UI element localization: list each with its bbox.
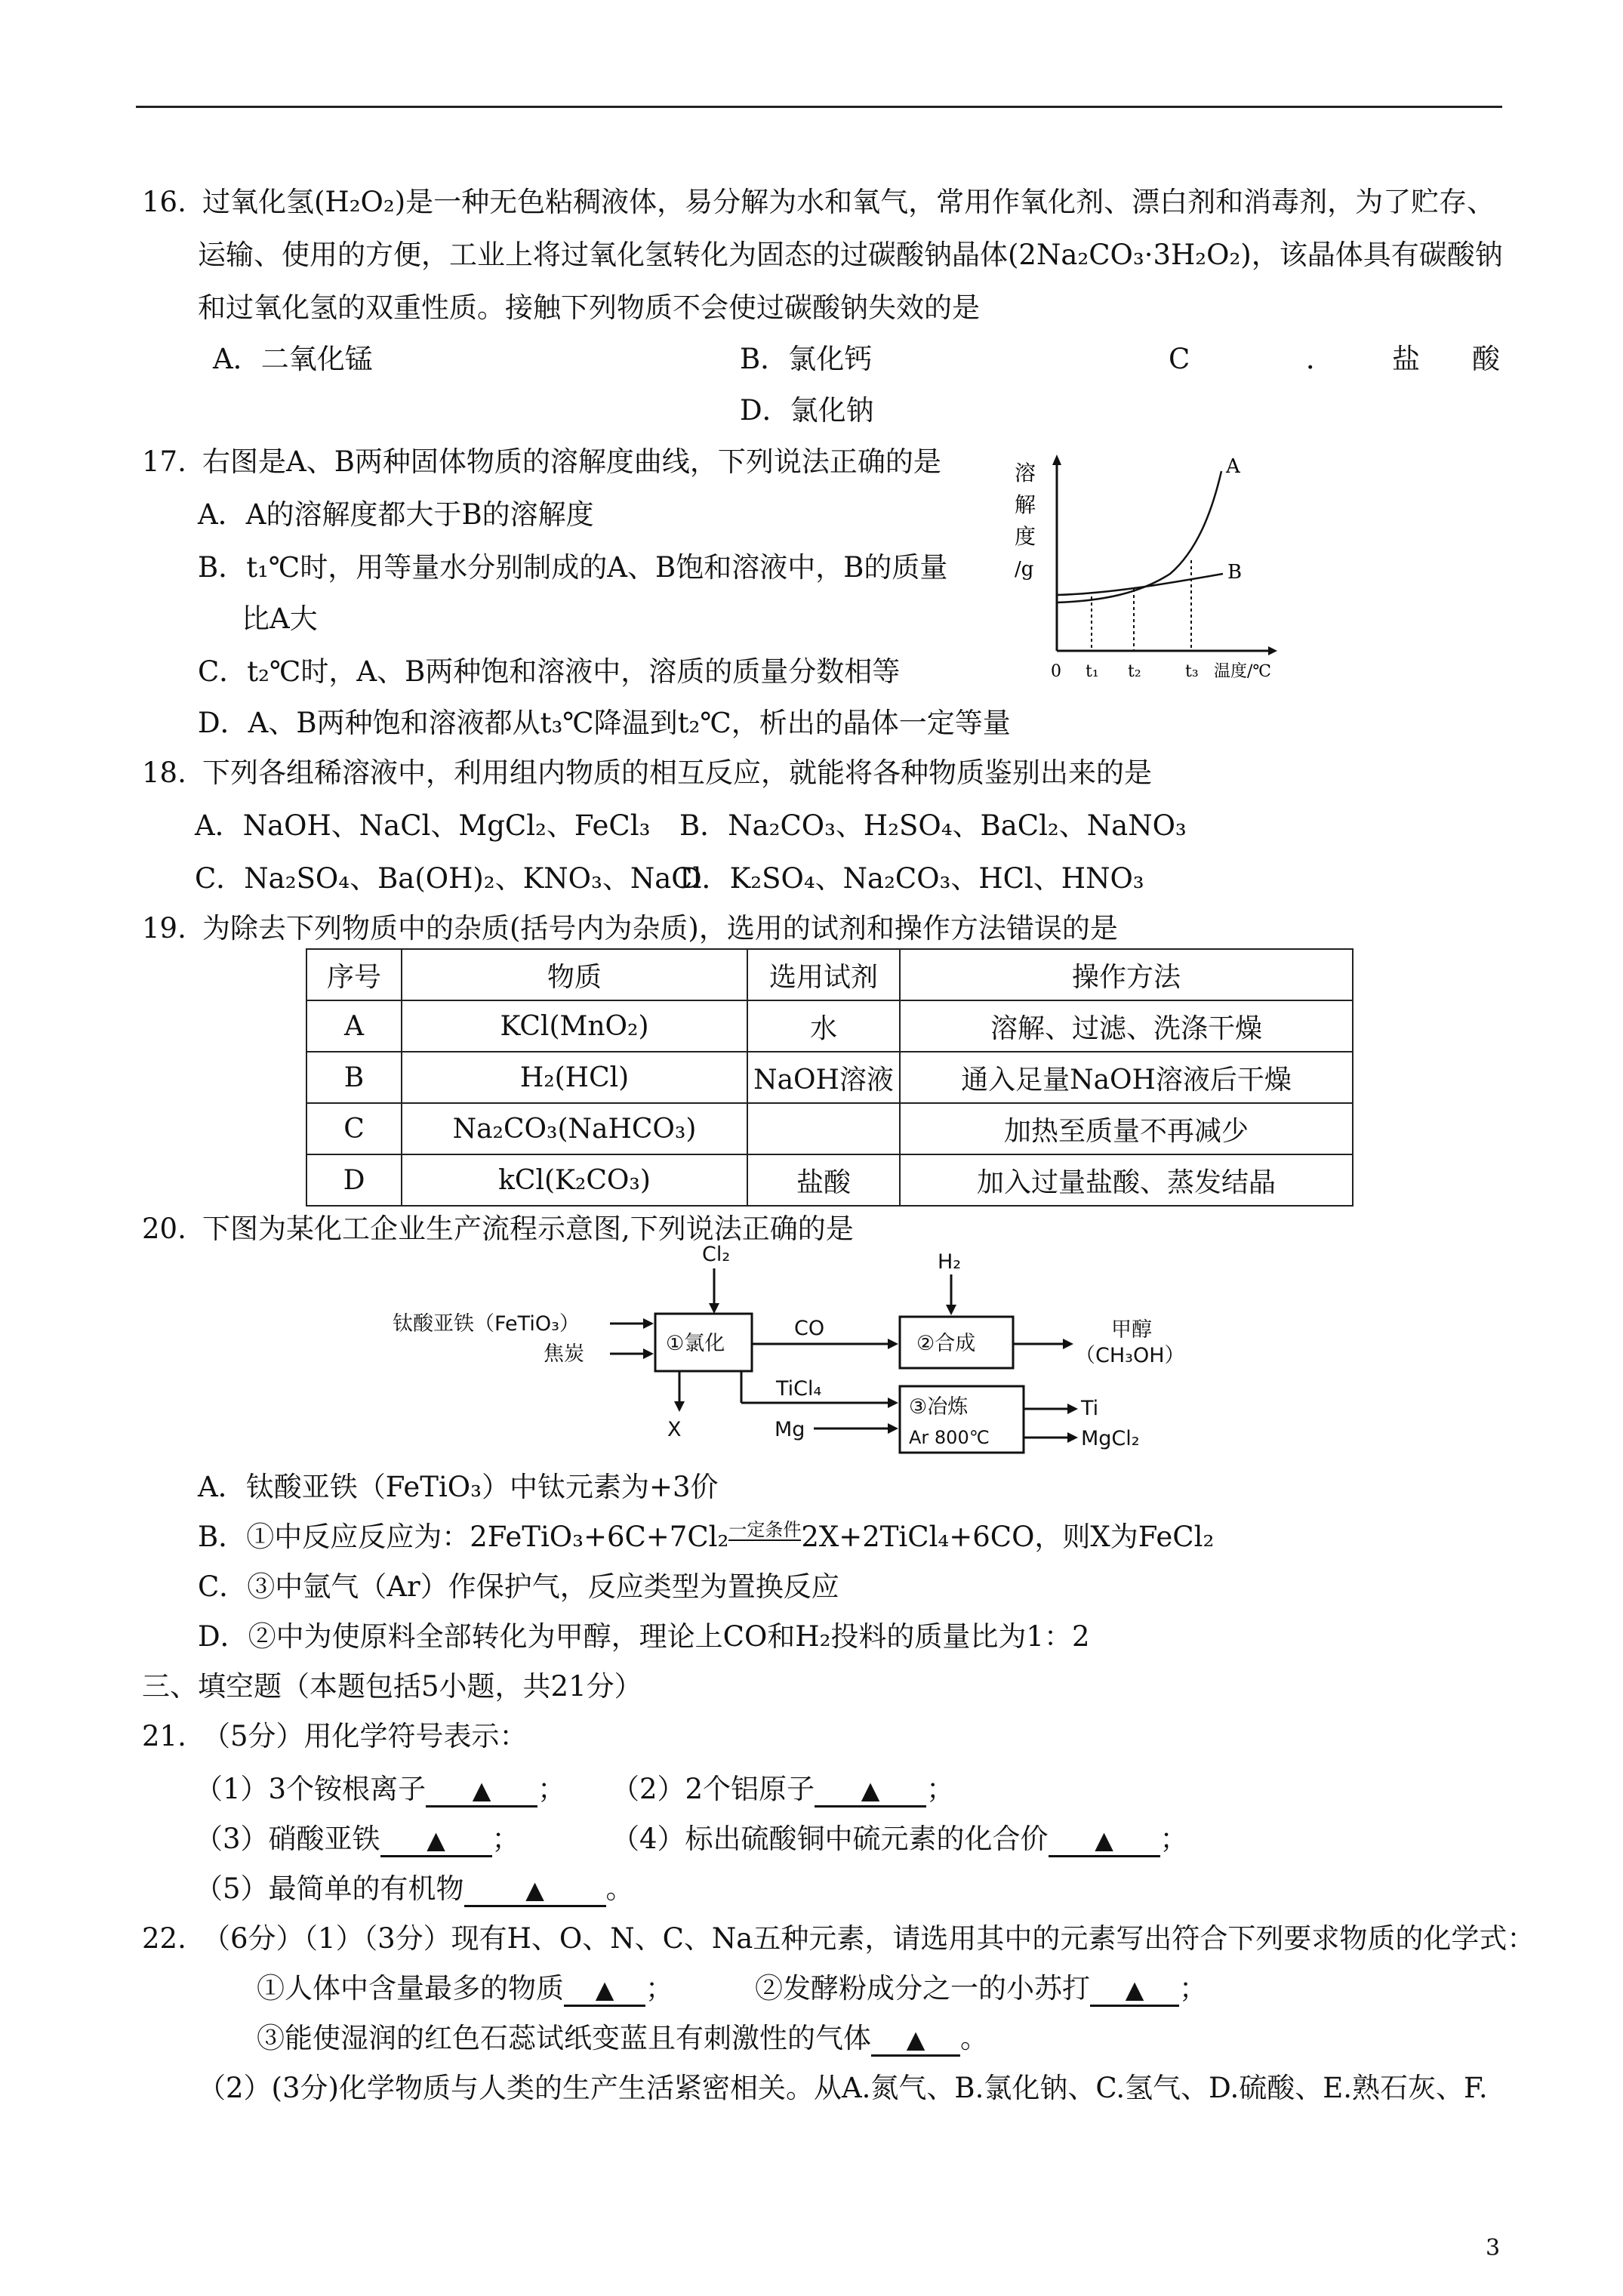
page-number: 3 <box>1486 2235 1501 2261</box>
table-row <box>306 1000 1353 1052</box>
flow-output-mgcl2: MgCl₂ <box>1081 1427 1140 1450</box>
q20-option-c: C．③中氩气（Ar）作保护气，反应类型为置换反应 <box>198 1570 839 1603</box>
q21-row1b <box>611 1771 954 1808</box>
section-3-heading: 三、填空题（本题包括5小题，共21分） <box>142 1670 642 1703</box>
table-cell: kCl(K₂CO₃) <box>402 1154 747 1206</box>
q16-option-c-letter: C <box>1169 343 1190 375</box>
q22-sub1 <box>257 1971 673 2007</box>
separator: ； <box>645 1972 673 2005</box>
q17-stem: 右图是A、B两种固体物质的溶解度曲线，下列说法正确的是 <box>202 445 941 478</box>
q16-option-b: B．氯化钙 <box>740 343 873 375</box>
table-row <box>306 1154 1353 1206</box>
separator: 。 <box>960 2022 988 2054</box>
table-cell: A <box>306 1000 402 1052</box>
q16-stem-1: 过氧化氢(H₂O₂)是一种无色粘稠液体，易分解为水和氧气，常用作氧化剂、漂白剂和消毒剂，为了贮存、 <box>202 186 1495 218</box>
triangle-icon: ▲ <box>595 1975 614 2004</box>
q16-stem-3: 和过氧化氢的双重性质。接触下列物质不会使过碳酸钠失效的是 <box>198 291 980 324</box>
q20-option-b-post: 2X+2TiCl₄+6CO，则X为FeCl₂ <box>801 1521 1215 1553</box>
q18-number: 18. <box>142 757 186 789</box>
solubility-chart <box>1012 445 1283 687</box>
q17-option-b-1: B．t₁℃时，用等量水分别制成的A、B饱和溶液中，B的质量 <box>198 551 948 584</box>
flow-cl2-arrowhead <box>709 1303 719 1314</box>
q16-line1 <box>142 184 1495 220</box>
q17-option-d: D．A、B两种饱和溶液都从t₃℃降温到t₂℃，析出的晶体一定等量 <box>198 707 1011 739</box>
q21-row1 <box>195 1771 565 1808</box>
triangle-icon: ▲ <box>427 1826 445 1854</box>
separator: ； <box>491 1823 520 1855</box>
q21-row3 <box>195 1871 634 1907</box>
triangle-icon: ▲ <box>525 1875 544 1904</box>
answer-blank[interactable] <box>564 1974 645 2007</box>
q17-line1 <box>142 444 941 480</box>
chart-tick-t3: t₃ <box>1185 662 1199 681</box>
q19-stem: 为除去下列物质中的杂质(括号内为杂质)，选用的试剂和操作方法错误的是 <box>202 912 1118 945</box>
q20-option-d: D．②中为使原料全部转化为甲醇，理论上CO和H₂投料的质量比为1：2 <box>198 1620 1090 1653</box>
chart-ylabel-4: /g <box>1015 558 1034 581</box>
table-cell: 加热至质量不再减少 <box>900 1103 1353 1154</box>
answer-blank[interactable] <box>464 1874 606 1907</box>
q18-option-d: D．K₂SO₄、Na₂CO₃、HCl、HNO₃ <box>679 862 1144 895</box>
flow-output-ti: Ti <box>1081 1397 1099 1420</box>
chart-y-arrow <box>1052 455 1061 465</box>
q22-number: 22. <box>142 1922 186 1955</box>
flow-methanol-arrowhead <box>1063 1339 1073 1349</box>
flow-box-smelting-label: ③冶炼 <box>909 1395 969 1419</box>
flow-ticl4-arrowhead <box>888 1398 898 1408</box>
q17-option-a: A．A的溶解度都大于B的溶解度 <box>198 498 594 531</box>
chart-ylabel-2: 解 <box>1015 492 1036 517</box>
table-cell: 通入足量NaOH溶液后干燥 <box>900 1052 1353 1103</box>
q16-stem-2: 运输、使用的方便，工业上将过氧化氢转化为固态的过碳酸钠晶体(2Na₂CO₃·3H₂O₂)，该晶体具有碳酸钠 <box>198 239 1503 271</box>
flow-ti-arrowhead <box>1067 1404 1078 1414</box>
q16-option-a: A．二氧化锰 <box>213 343 373 375</box>
flow-co-arrowhead <box>888 1339 898 1349</box>
header-rule <box>136 106 1502 108</box>
table-cell: NaOH溶液 <box>747 1052 900 1103</box>
triangle-icon: ▲ <box>1095 1826 1113 1854</box>
answer-blank[interactable] <box>1049 1824 1160 1857</box>
table-header: 物质 <box>402 949 747 1000</box>
chart-xlabel: 温度/℃ <box>1214 662 1272 681</box>
flow-output-methanol-formula: （CH₃OH） <box>1075 1344 1185 1367</box>
triangle-icon: ▲ <box>1125 1975 1144 2004</box>
curve-a-label: A <box>1226 455 1240 478</box>
curve-b-label: B <box>1227 561 1243 584</box>
q18-stem: 下列各组稀溶液中，利用组内物质的相互反应，就能将各种物质鉴别出来的是 <box>202 757 1152 789</box>
q22-sub2 <box>755 1971 1207 2007</box>
chart-origin: 0 <box>1051 662 1061 681</box>
table-cell: H₂(HCl) <box>402 1052 747 1103</box>
table-cell: 加入过量盐酸、蒸发结晶 <box>900 1154 1353 1206</box>
q16-option-c-char2: 酸 <box>1472 343 1500 375</box>
q16-number: 16. <box>142 186 186 218</box>
q17-option-b-2: 比A大 <box>242 603 318 635</box>
chart-tick-t1: t₁ <box>1086 662 1099 681</box>
answer-blank[interactable] <box>380 1824 492 1857</box>
answer-blank[interactable] <box>871 2023 960 2057</box>
table-header: 序号 <box>306 949 402 1000</box>
q18-line1 <box>142 755 1152 791</box>
q18-option-a: A．NaOH、NaCl、MgCl₂、FeCl₃ <box>195 809 651 842</box>
flow-input-coke: 焦炭 <box>544 1342 584 1366</box>
q20-option-b <box>198 1519 1214 1555</box>
separator: ； <box>537 1773 566 1805</box>
separator: 。 <box>605 1872 634 1905</box>
answer-blank[interactable] <box>426 1774 537 1808</box>
q21-number: 21. <box>142 1720 186 1752</box>
table-cell: C <box>306 1103 402 1154</box>
flow-h2-arrowhead <box>946 1305 956 1315</box>
table-cell: 溶解、过滤、洗涤干燥 <box>900 1000 1353 1052</box>
flow-box-synthesis-label: ②合成 <box>916 1332 976 1355</box>
flow-box-chlorination-label: ①氯化 <box>666 1332 725 1355</box>
q22-part2: （2）(3分)化学物质与人类的生产生活紧密相关。从A.氮气、B.氯化钠、C.氢气、D.硫酸、E.熟石灰、F. <box>198 2072 1488 2104</box>
table-header-row <box>306 949 1353 1000</box>
q22-line1 <box>142 1921 1535 1957</box>
curve-a <box>1057 471 1221 603</box>
q20-stem: 下图为某化工企业生产流程示意图,下列说法正确的是 <box>202 1213 854 1245</box>
table-cell: 盐酸 <box>747 1154 900 1206</box>
flow-box-smelting-conditions: Ar 800℃ <box>909 1427 990 1448</box>
flow-cl2: Cl₂ <box>702 1243 731 1266</box>
q21-row2b <box>611 1821 1188 1857</box>
flow-ticl4: TiCl₄ <box>776 1377 822 1401</box>
q17-option-c: C．t₂℃时，A、B两种饱和溶液中，溶质的质量分数相等 <box>198 655 901 688</box>
q19-line1 <box>142 911 1118 947</box>
q21-stem: （5分）用化学符号表示： <box>202 1720 528 1752</box>
separator: ； <box>1160 1823 1188 1855</box>
q16-option-c-dot: ． <box>1306 343 1334 375</box>
triangle-icon: ▲ <box>861 1776 880 1804</box>
chart-x-arrow <box>1268 646 1277 655</box>
q17-number: 17. <box>142 445 186 478</box>
separator: ； <box>926 1773 955 1805</box>
flow-mg: Mg <box>775 1418 805 1441</box>
q22-sub2-text: ②发酵粉成分之一的小苏打 <box>755 1972 1090 2005</box>
q20-number: 20. <box>142 1213 186 1245</box>
flow-h2: H₂ <box>938 1250 962 1274</box>
q16-option-d: D．氯化钠 <box>740 394 874 427</box>
q22-sub3-text: ③能使湿润的红色石蕊试纸变蓝且有刺激性的气体 <box>257 2022 871 2054</box>
q20-option-a: A．钛酸亚铁（FeTiO₃）中钛元素为+3价 <box>198 1471 719 1503</box>
triangle-icon: ▲ <box>906 2025 925 2054</box>
chart-ylabel-1: 溶 <box>1015 461 1036 485</box>
table-cell <box>747 1103 900 1154</box>
table-row <box>306 1052 1353 1103</box>
q21-part5: （5）最简单的有机物 <box>195 1872 464 1905</box>
chart-ylabel-3: 度 <box>1015 524 1036 549</box>
answer-blank[interactable] <box>1090 1974 1179 2007</box>
triangle-icon: ▲ <box>472 1776 491 1804</box>
table-cell: Na₂CO₃(NaHCO₃) <box>402 1103 747 1154</box>
flow-mg-arrowhead <box>888 1423 898 1434</box>
q21-row2 <box>195 1821 520 1857</box>
flow-x: X <box>667 1418 682 1441</box>
table-header: 操作方法 <box>900 949 1353 1000</box>
q21-line1 <box>142 1718 528 1755</box>
q22-stem: （6分）（1）（3分）现有H、O、N、C、Na五种元素，请选用其中的元素写出符合下列要求物质的化学式： <box>202 1922 1535 1955</box>
flow-mgcl2-arrowhead <box>1067 1432 1078 1443</box>
table-cell: KCl(MnO₂) <box>402 1000 747 1052</box>
answer-blank[interactable] <box>815 1774 926 1808</box>
q20-option-b-pre: B．①中反应反应为：2FeTiO₃+6C+7Cl₂ <box>198 1521 729 1553</box>
chart-tick-t2: t₂ <box>1128 662 1141 681</box>
q19-number: 19. <box>142 912 186 945</box>
process-flow-diagram <box>393 1238 1223 1465</box>
table-cell: 水 <box>747 1000 900 1052</box>
q21-part2: （2）2个铝原子 <box>611 1773 815 1805</box>
q21-part3: （3）硝酸亚铁 <box>195 1823 380 1855</box>
q22-sub1-text: ①人体中含量最多的物质 <box>257 1972 564 2005</box>
q22-sub3 <box>257 2020 988 2057</box>
reaction-condition: 一定条件 <box>728 1519 802 1540</box>
q21-part1: （1）3个铵根离子 <box>195 1773 427 1805</box>
flow-co: CO <box>794 1317 825 1340</box>
q16-option-c-char1: 盐 <box>1392 343 1420 375</box>
flow-input-fetio3: 钛酸亚铁（FeTiO₃） <box>393 1312 580 1336</box>
separator: ； <box>1179 1972 1207 2005</box>
table-header: 选用试剂 <box>747 949 900 1000</box>
flow-coke-arrowhead <box>643 1348 654 1359</box>
flow-x-arrowhead <box>674 1401 685 1412</box>
curve-b <box>1057 574 1223 595</box>
flow-output-methanol: 甲醇 <box>1111 1318 1152 1342</box>
q18-option-c: C．Na₂SO₄、Ba(OH)₂、KNO₃、NaCl <box>195 862 702 895</box>
impurity-table <box>306 948 1354 1207</box>
table-row <box>306 1103 1353 1154</box>
table-cell: B <box>306 1052 402 1103</box>
flow-fetio3-arrowhead <box>643 1318 654 1329</box>
q21-part4: （4）标出硫酸铜中硫元素的化合价 <box>611 1823 1049 1855</box>
table-cell: D <box>306 1154 402 1206</box>
q18-option-b: B．Na₂CO₃、H₂SO₄、BaCl₂、NaNO₃ <box>679 809 1187 842</box>
